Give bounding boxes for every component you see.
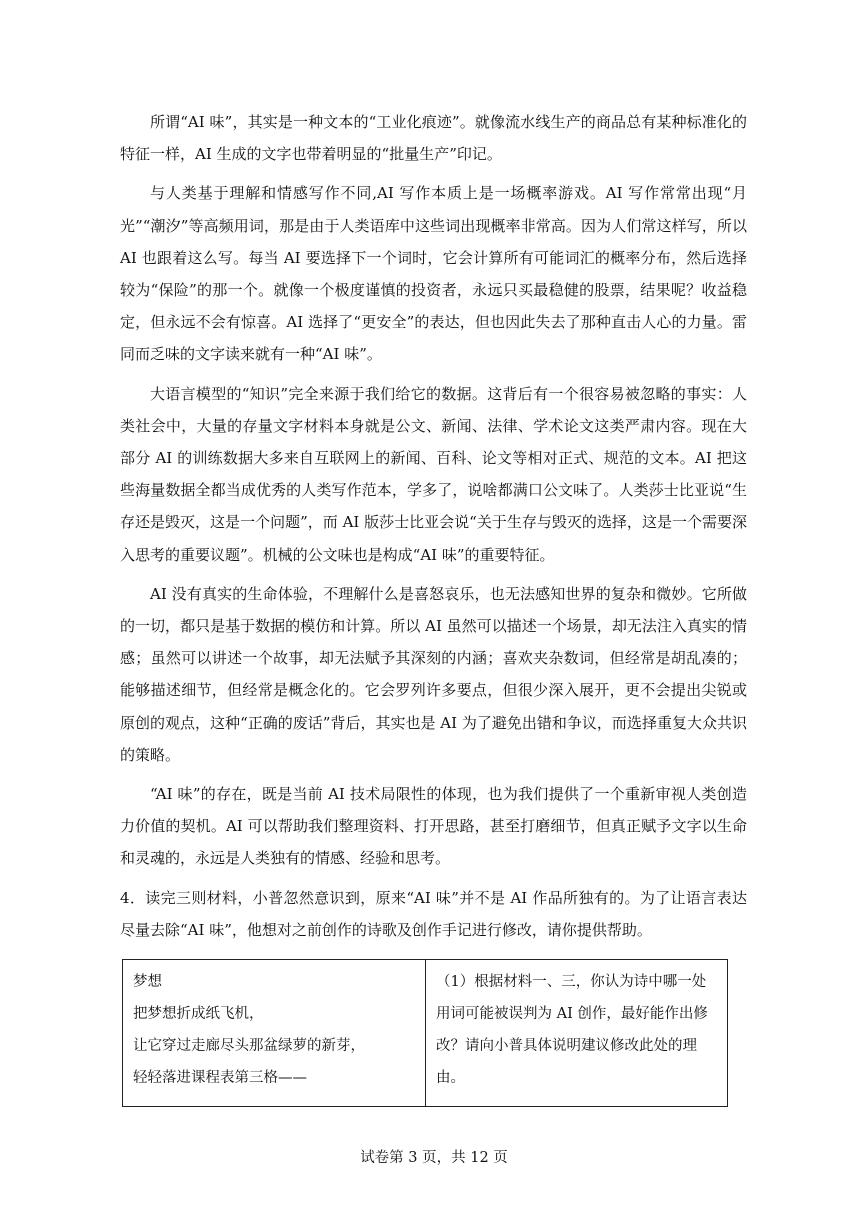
question-4-prompt: 4．读完三则材料，小普忽然意识到，原来“AI 味”并不是 AI 作品所独有的。为了让语言表达尽量去除“AI 味”，他想对之前创作的诗歌及创作手记进行修改，请你提供帮助。 (120, 888, 747, 939)
passage-paragraph-4: AI 没有真实的生命体验，不理解什么是喜怒哀乐，也无法感知世界的复杂和微妙。它所做的一切，都只是基于数据的模仿和计算。所以 AI 虽然可以描述一个场景，却无法注入真实的情感；虽然可以讲述一个故事，却无法赋予其深刻的内涵；喜欢夹杂数词，但经常是胡乱凑的；能够描述细节，但经常是概念化的。它会罗列许多要点，但很少深入展开，更不会提出尖锐或原创的观点，这种“正确的废话”背后，其实也是 AI 为了避免出错和争议，而选择重复大众共识的策略。 (120, 584, 747, 764)
passage-paragraph-5: “AI 味”的存在，既是当前 AI 技术局限性的体现，也为我们提供了一个重新审视人类创造力价值的契机。AI 可以帮助我们整理资料、打开思路，甚至打磨细节，但真正赋予文字以生命和灵魂的，永远是人类独有的情感、经验和思考。 (120, 785, 747, 868)
reading-passage (120, 106, 747, 946)
passage-paragraph-1: 所谓“AI 味”，其实是一种文本的“工业化痕迹”。就像流水线生产的商品总有某种标准化的特征一样，AI 生成的文字也带着明显的“批量生产”印记。 (120, 113, 747, 164)
page-footer: 试卷第 3 页，共 12 页 (360, 1150, 508, 1166)
table-row (123, 960, 728, 1107)
poem-line: 把梦想折成纸飞机， (133, 1006, 264, 1022)
sub-question-1: （1）根据材料一、三，你认为诗中哪一处用词可能被误判为 AI 创作，最好能作出修改？请向小普具体说明建议修改此处的理由。 (436, 974, 708, 1086)
poem-line: 让它穿过走廊尽头那盆绿萝的新芽， (133, 1038, 365, 1054)
passage-paragraph-2: 与人类基于理解和情感写作不同,AI 写作本质上是一场概率游戏。AI 写作常常出现“月光”“潮汐”等高频用词，那是由于人类语库中这些词出现概率非常高。因为人们常这样写，所以 AI 也跟着这么写。每当 AI 要选择下一个词时，它会计算所有可能词汇的概率分布，然后选择较为“保险”的那一个。就像一个极度谨慎的投资者，永远只买最稳健的股票，结果呢？收益稳定，但永远不会有惊喜。AI 选择了“更安全”的表达，但也因此失去了那种直击人心的力量。雷同而乏味的文字读来就有一种“AI 味”。 (120, 184, 747, 364)
poem-cell (123, 960, 426, 1107)
poem-line: 轻轻落进课程表第三格—— (133, 1070, 307, 1086)
passage-paragraph-3: 大语言模型的“知识”完全来源于我们给它的数据。这背后有一个很容易被忽略的事实：人类社会中，大量的存量文字材料本身就是公文、新闻、法律、学术论文这类严肃内容。现在大部分 AI 的训练数据大多来自互联网上的新闻、百科、论文等相对正式、规范的文本。AI 把这些海量数据全都当成优秀的人类写作范本，学多了，说啥都满口公文味了。人类莎士比亚说“生存还是毁灭，这是一个问题”，而 AI 版莎士比亚会说“关于生存与毁灭的选择，这是一个需要深入思考的重要议题”。机械的公文味也是构成“AI 味”的重要特征。 (120, 384, 747, 564)
question-table (122, 959, 728, 1107)
sub-question-cell (426, 960, 728, 1107)
poem-title: 梦想 (133, 974, 162, 990)
